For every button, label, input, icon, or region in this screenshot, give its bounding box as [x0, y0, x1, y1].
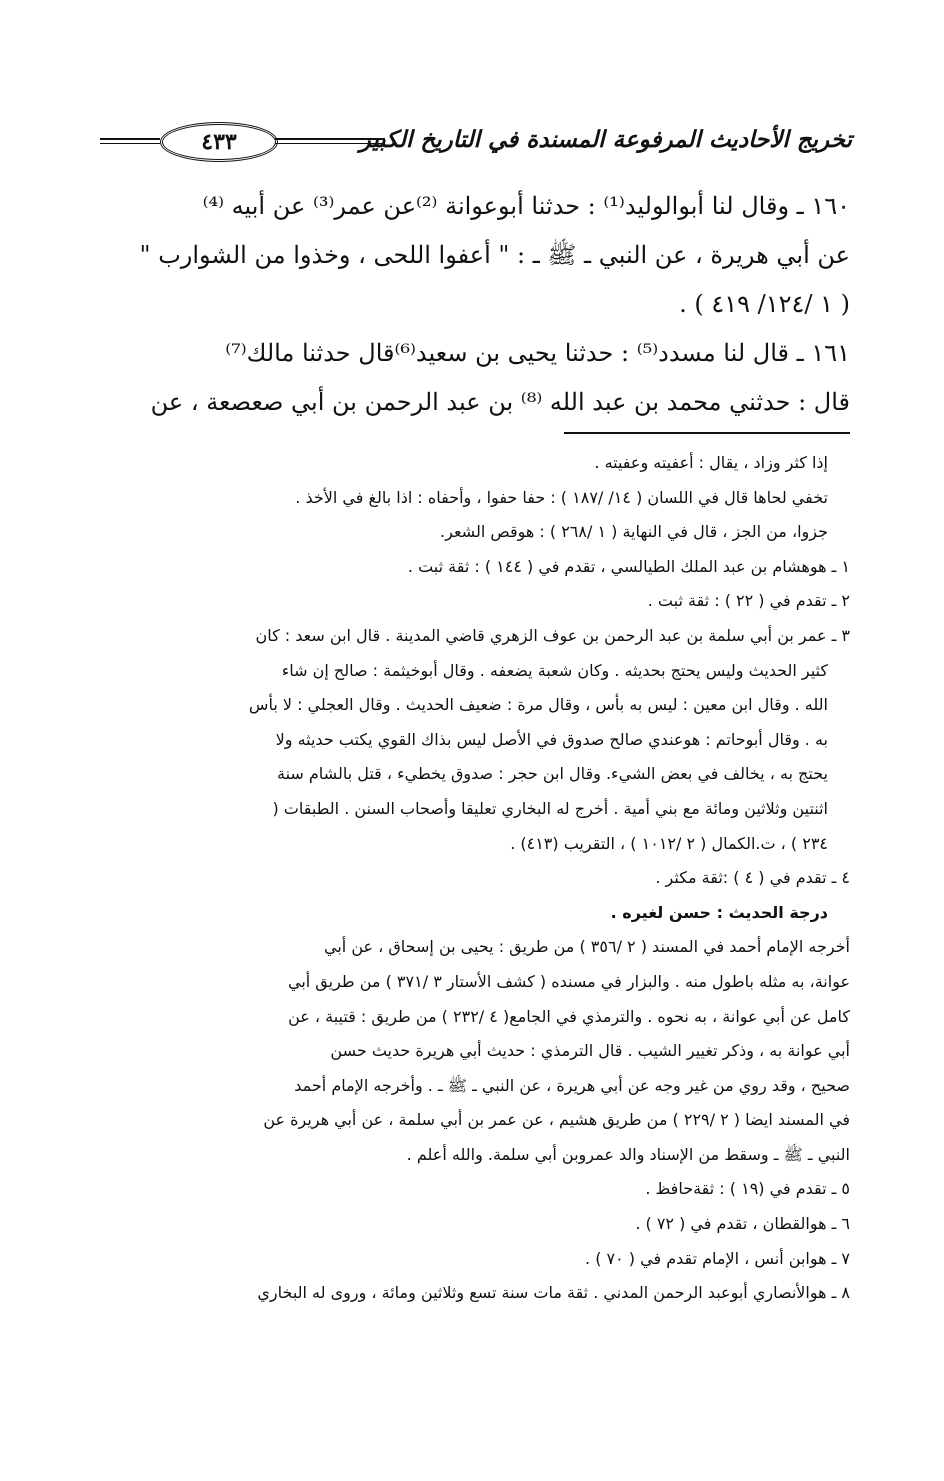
main-line: قال : حدثني محمد بن عبد الله ⁽⁸⁾ بن عبد الرحمن بن أبي صعصعة ، عن: [150, 388, 850, 416]
footnote-line: ٧ ـ هوابن أنس ، الإمام تقدم في ( ٧٠ ) .: [585, 1248, 850, 1268]
footnote-line: أبي عوانة به ، وذكر تغيير الشيب . قال الترمذي : حديث أبي هريرة حديث حسن: [330, 1041, 850, 1061]
main-line: ( ١ /١٢٤/ ٤١٩ ) .: [679, 290, 850, 318]
main-line: عن أبي هريرة ، عن النبي ـ ﷺ ـ : " أعفوا اللحى ، وخذوا من الشوارب ": [139, 241, 850, 269]
footnote-line: أخرجه الإمام أحمد في المسند ( ٢ /٣٥٦ ) من طريق : يحيى بن إسحاق ، عن أبي: [324, 937, 850, 957]
header-rule-left: [100, 138, 160, 140]
footnote-line: يحتج به ، يخالف في بعض الشيء. وقال ابن حجر : صدوق يخطيء ، قتل بالشام سنة: [276, 764, 828, 784]
footnote-separator: [564, 432, 850, 434]
page-header: [100, 118, 852, 168]
footnote-line: ٤ ـ تقدم في ( ٤ ) :ثقة مكثر .: [655, 868, 850, 888]
footnote-line: به . وقال أبوحاتم : هوعندي صالح صدوق في الأصل ليس بذاك القوي يكتب حديثه ولا: [275, 729, 828, 749]
footnote-line: النبي ـ ﷺ ـ وسقط من الإسناد والد عمروبن أبي سلمة. والله أعلم .: [406, 1144, 850, 1164]
header-rule-left-thin: [100, 143, 160, 144]
footnote-line: اثنتين وثلاثين ومائة مع بني أمية . أخرج له البخاري تعليقا وأصحاب السنن . الطبقات (: [272, 798, 828, 818]
footnote-line: كثير الحديث وليس يحتج بحديثه . وكان شعبة يضعفه . وقال أبوخيثمة : صالح إن شاء: [281, 660, 828, 680]
page-number-ornament: [160, 122, 278, 162]
hadith-text: [95, 182, 850, 427]
running-title: تخريج الأحاديث المرفوعة المسندة في التاريخ الكبير: [359, 126, 852, 153]
footnote-line: تخفي لحاها قال في اللسان ( ١٤/ /١٨٧ ) : حفا حفوا ، وأحفاه : اذا بالغ في الأخذ .: [295, 487, 828, 507]
footnote-line: ٢ ـ تقدم في ( ٢٢ ) : ثقة ثبت .: [647, 591, 850, 611]
header-rule-right-thin: [275, 143, 385, 144]
footnote-line: ٢٣٤ ) ، ت.الكمال ( ٢ /١٠١٢ ) ، التقريب (٤١٣) .: [510, 833, 828, 853]
footnote-line: ٦ ـ هوالقطان ، تقدم في ( ٧٢ ) .: [635, 1214, 850, 1234]
header-rule-right: [275, 138, 385, 140]
footnote-line: في المسند ايضا ( ٢ /٢٢٩ ) من طريق هشيم ، عن عمر بن أبي سلمة ، عن أبي هريرة عن: [263, 1110, 850, 1130]
main-line: ١٦٠ ـ وقال لنا أبوالوليد⁽¹⁾ : حدثنا أبوعوانة ⁽²⁾عن عمر⁽³⁾ عن أبيه ⁽⁴⁾: [202, 192, 850, 220]
footnote-line: عوانة، به مثله باطول منه . والبزار في مسنده ( كشف الأستار ٣ /٣٧١ ) من طريق أبي: [287, 971, 850, 991]
footnote-line: كامل عن أبي عوانة ، به نحوه . والترمذي في الجامع( ٤ /٢٣٢ ) من طريق : قتيبة ، عن: [288, 1006, 850, 1026]
page-number: ٤٣٣: [201, 129, 237, 155]
footnotes: [98, 446, 850, 1311]
footnote-line: ١ ـ هوهشام بن عبد الملك الطيالسي ، تقدم في ( ١٤٤ ) : ثقة ثبت .: [407, 556, 850, 576]
hadith-grade: درجة الحديث : حسن لغيره .: [610, 902, 828, 922]
main-line: ١٦١ ـ قال لنا مسدد⁽⁵⁾ : حدثنا يحيى بن سعيد⁽⁶⁾قال حدثنا مالك⁽⁷⁾: [225, 339, 850, 367]
footnote-line: صحيح ، وقد روي من غير وجه عن أبي هريرة ، عن النبي ـ ﷺ ـ . وأخرجه الإمام أحمد: [294, 1075, 850, 1095]
footnote-line: الله . وقال ابن معين : ليس به بأس ، وقال مرة : ضعيف الحديث . وقال العجلي : لا بأس: [248, 695, 828, 715]
footnote-line: ٨ ـ هوالأنصاري أبوعبد الرحمن المدني . ثقة مات سنة تسع وثلاثين ومائة ، وروى له البخاري: [257, 1283, 850, 1303]
footnote-line: ٥ ـ تقدم في (١٩ ) : ثقةحافظ .: [645, 1179, 850, 1199]
footnote-line: ٣ ـ عمر بن أبي سلمة بن عبد الرحمن بن عوف الزهري قاضي المدينة . قال ابن سعد : كان: [255, 625, 850, 645]
footnote-line: إذا كثر وزاد ، يقال : أعفيته وعفيته .: [594, 453, 828, 472]
footnote-line: جزوا، من الجز ، قال في النهاية ( ١ /٢٦٨ ) : هوقص الشعر.: [440, 522, 828, 542]
